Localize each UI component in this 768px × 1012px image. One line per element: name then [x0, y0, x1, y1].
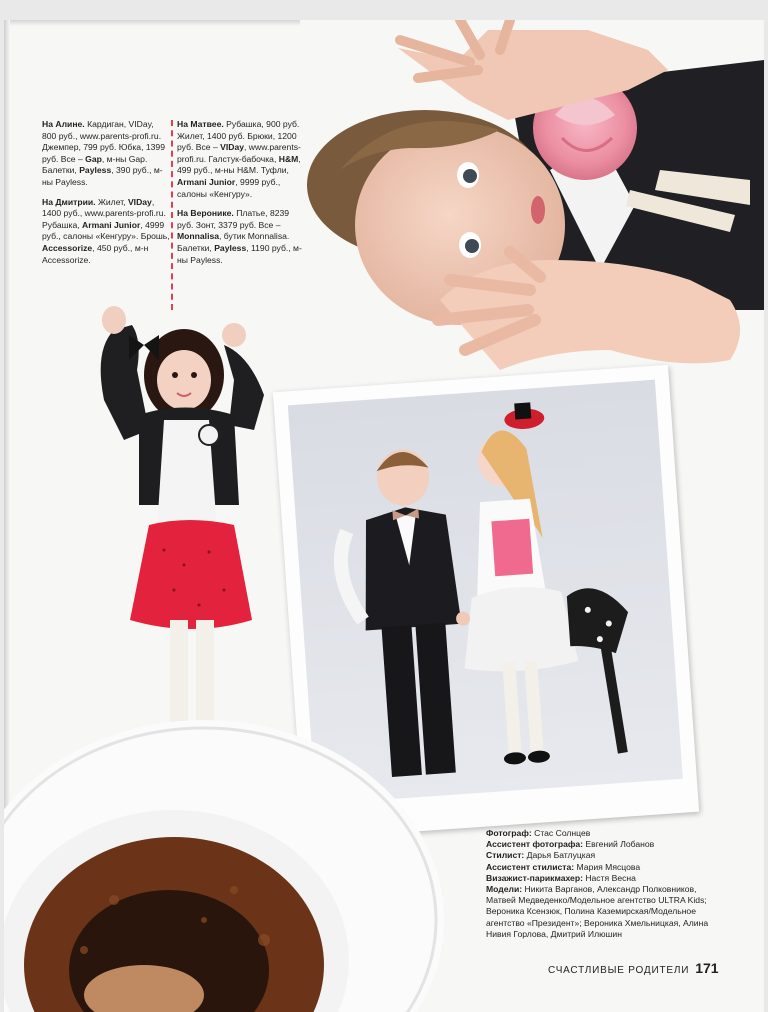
caption-matvey: На Матвее. Рубашка, 900 руб. Жилет, 1400 руб. Брюки, 1200 руб. Все – VIDay, www.parents-profi.ru. Галстук-бабочка, H&M, 499 руб., м-ны H&M. Туфли, Armani Junior, 9999 руб., салоны «Кенгуру». — [177, 119, 301, 199]
caption-dmitry: На Дмитрии. Жилет, VIDay, 1400 руб., www.parents-profi.ru. Рубашка, Armani Junior, 4999 руб., салоны «Кенгуру». Брошь, Accessorize, 450 руб., м-н Accessorize. — [42, 196, 170, 265]
credits-block — [486, 828, 726, 940]
caption-column-left — [42, 119, 170, 274]
photo-girl-red-skirt — [84, 290, 284, 750]
page-number: 171 — [695, 960, 719, 976]
photo-coffee-cup — [4, 720, 444, 1012]
column-divider — [171, 120, 173, 310]
magazine-page — [4, 20, 764, 1012]
caption-veronika: На Веронике. Платье, 8239 руб. Зонт, 3379 руб. Все – Monnalisa, бутик Monnalisa. Балетки, Payless, 1190 руб., м-ны Payless. — [177, 208, 302, 265]
caption-column-right — [177, 119, 305, 274]
caption-alina: На Алине. Кардиган, VIDay, 800 руб., www.parents-profi.ru. Джемпер, 799 руб. Юбка, 1399 руб. Все – Gap, м-ны Gap. Балетки, Payless, 390 руб., м-ны Payless. — [42, 119, 165, 187]
credit-row: Фотограф: Стас Солнцев — [486, 828, 591, 838]
credit-row: Ассистент стилиста: Мария Мясцова — [486, 861, 641, 872]
credit-row: Ассистент фотографа: Евгений Лобанов — [486, 839, 655, 850]
photo-boy-with-rose — [300, 20, 764, 380]
credit-row: Визажист-парикмахер: Настя Весна — [486, 872, 636, 883]
credit-row: Стилист: Дарья Батлуцкая — [486, 850, 596, 861]
credit-row: Модели: Никита Варганов, Александр Полковников, Матвей Медведенко/Модельное агентство ULTRA Kids; Вероника Ксензюк, Полина Каземирская/Модельное агентство «Президент»; Вероника Хмельницкая, Алина Нивия Горлова, Дмитрий Илюшин — [486, 884, 709, 939]
magazine-title: СЧАСТЛИВЫЕ РОДИТЕЛИ — [548, 965, 690, 976]
page-footer — [548, 960, 719, 976]
